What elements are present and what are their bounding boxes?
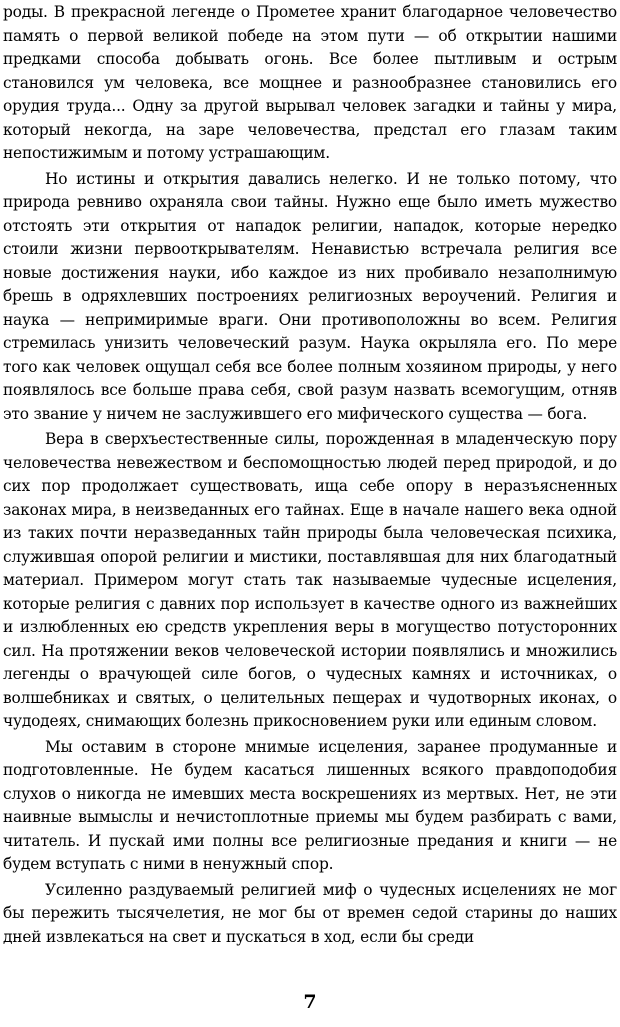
paragraph-4: Мы оставим в стороне мнимые исцеления, заранее продуманные и подготовленные. Не будем касаться лишенных всякого правдоподобия слухов о никогда не имевших места воскрешениях из мертвых. Нет, не эти наивные вымыслы и нечистоплотные приемы мы будем разбирать с вами, читатель. И пускай ими полны все религиозные предания и книги — не будем вступать с ними в ненужный спор. — [3, 737, 617, 873]
body-text — [3, 1, 617, 951]
paragraph-3: Вера в сверхъестественные силы, порожденная в младенческую пору человечества невежеством и беспомощностью людей перед природой, и до сих пор продолжает существовать, ища себе опору в неразъясненных законах мира, в неизведанных его тайнах. Еще в начале нашего века одной из таких почти неразведанных тайн природы была человеческая психика, служившая опорой религии и мистики, поставлявшая для них благодатный материал. Примером могут стать так называемые чудесные исцеления, которые религия с давних пор использует в качестве одного из важнейших и излюбленных ею средств укрепления веры в могущество потусторонних сил. На протяжении веков человеческой истории появлялись и множились легенды о врачующей силе богов, о чудесных камнях и источниках, о волшебниках и святых, о целительных пещерах и чудотворных иконах, о чудодеях, снимающих болезнь прикосновением руки или единым словом. — [3, 430, 617, 730]
paragraph-5: Усиленно раздуваемый религией миф о чудесных исцелениях не мог бы пережить тысячелетия, не мог бы от времен седой старины до наших дней извлекаться на свет и пускаться в ход, если бы среди — [3, 880, 617, 946]
page-number: 7 — [303, 991, 317, 1013]
paragraph-2: Но истины и открытия давались нелегко. И не только потому, что природа ревниво охраняла свои тайны. Нужно еще было иметь мужество отстоять эти открытия от нападок религии, нападок, которые нередко стоили жизни первооткрывателям. Ненавистью встречала религия все новые достижения науки, ибо каждое из них пробивало незаполнимую брешь в одряхлевших построениях религиозных вероучений. Религия и наука — непримиримые враги. Они противоположны во всем. Религия стремилась унизить человеческий разум. Наука окрыляла его. По мере того как человек ощущал себя все более полным хозяином природы, у него появлялось все больше права себя, свой разум назвать всемогущим, отняв это звание у ничем не заслужившего его мифического существа — бога. — [3, 169, 617, 423]
paragraph-1: роды. В прекрасной легенде о Прометее хранит благодарное человечество память о первой великой победе на этом пути — об открытии нашими предками способа добывать огонь. Все более пытливым и острым становился ум человека, все мощнее и разнообразнее становились его орудия труда... Одну за другой вырывал человек загадки и тайны у мира, который некогда, на заре человечества, предстал его глазам таким непостижимым и потому устрашающим. — [3, 3, 617, 162]
